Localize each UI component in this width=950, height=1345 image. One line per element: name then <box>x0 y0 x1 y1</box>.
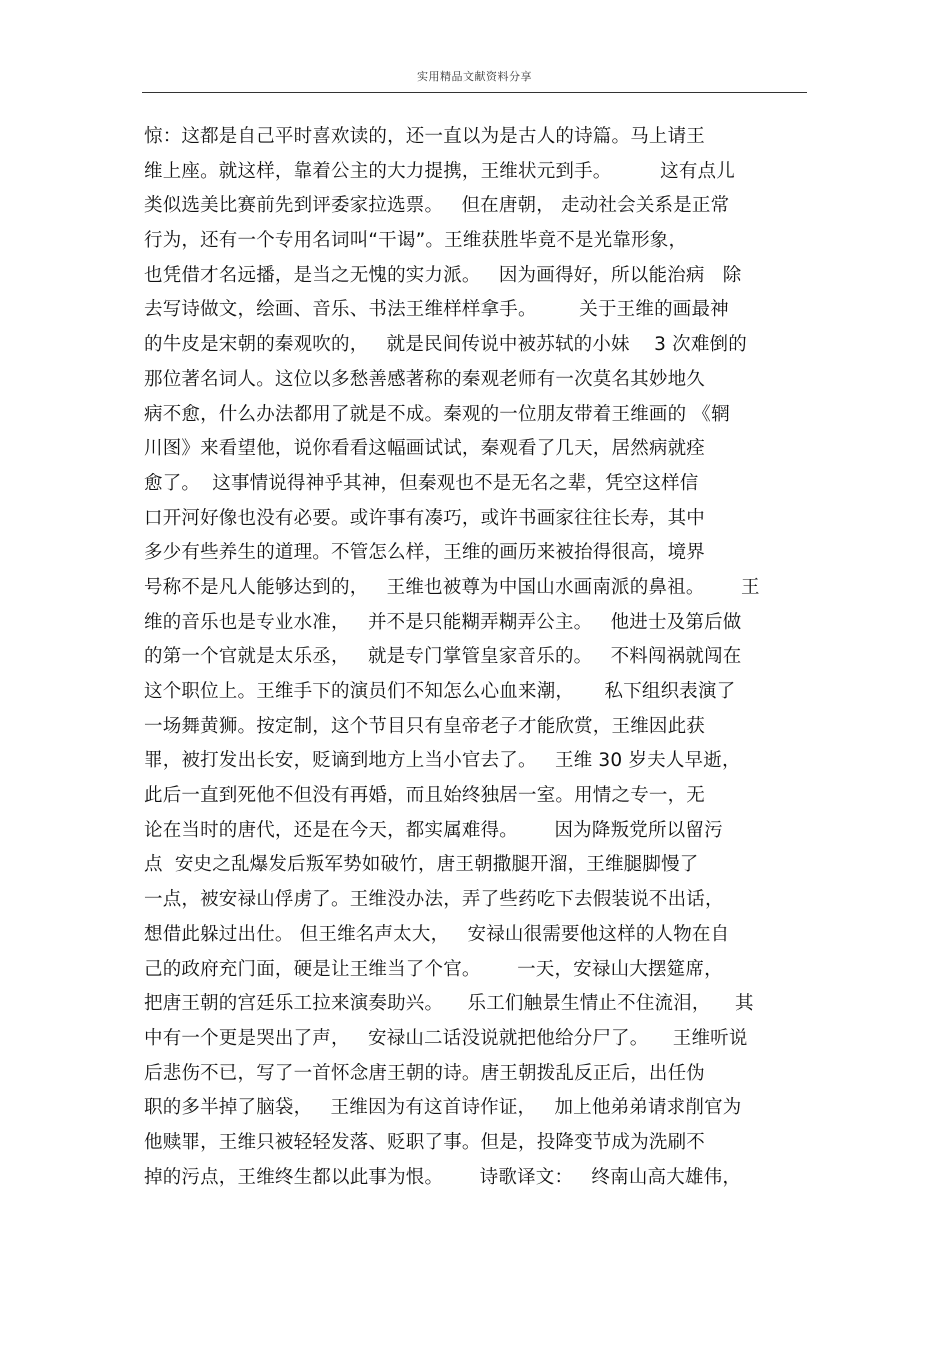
text-line: 的第一个官就是太乐丞， 就是专门掌管皇家音乐的。 不料闯祸就闯在 <box>144 646 742 668</box>
text-line: 号称不是凡人能够达到的， 王维也被尊为中国山水画南派的鼻祖。 王 <box>144 576 760 598</box>
text-line: 后悲伤不已，写了一首怀念唐王朝的诗。唐王朝拨乱反正后，出任伪 <box>144 1062 706 1084</box>
text-line: 中有一个更是哭出了声， 安禄山二话没说就把他给分尸了。 王维听说 <box>144 1027 748 1049</box>
text-line: 口开河好像也没有必要。或许事有凑巧，或许书画家往往长寿，其中 <box>144 507 706 529</box>
text-line: 行为，还有一个专用名词叫“干谒”。王维获胜毕竟不是光靠形象， <box>144 230 688 252</box>
text-line: 愈了。 这事情说得神乎其神，但秦观也不是无名之辈，凭空这样信 <box>144 472 699 494</box>
text-line: 己的政府充门面，硬是让王维当了个官。 一天，安禄山大摆筵席， <box>144 958 723 980</box>
text-line: 川图》来看望他，说你看看这幅画试试，秦观看了几天，居然病就痊 <box>144 438 706 460</box>
text-line: 这个职位上。王维手下的演员们不知怎么心血来潮， 私下组织表演了 <box>144 681 736 702</box>
text-line: 的牛皮是宋朝的秦观吹的， 就是民间传说中被苏轼的小妹 3 次难倒的 <box>144 334 747 356</box>
text-line: 想借此躲过出仕。 但王维名声太大， 安禄山很需要他这样的人物在自 <box>144 923 730 945</box>
text-line: 那位著名词人。这位以多愁善感著称的秦观老师有一次莫名其妙地久 <box>144 368 706 390</box>
text-line: 病不愈，什么办法都用了就是不成。秦观的一位朋友带着王维画的 《辋 <box>144 403 730 425</box>
text-line: 职的多半掉了脑袋， 王维因为有这首诗作证， 加上他弟弟请求削官为 <box>144 1097 742 1119</box>
text-line: 掉的污点，王维终生都以此事为恨。 诗歌译文： 终南山高大雄伟， <box>144 1166 742 1188</box>
text-line: 也凭借才名远播，是当之无愧的实力派。 因为画得好，所以能治病 除 <box>144 264 742 286</box>
text-line: 多少有些养生的道理。不管怎么样，王维的画历来被抬得很高，境界 <box>144 542 706 564</box>
text-line: 去写诗做文，绘画、音乐、书法王维样样拿手。 关于王维的画最神 <box>144 299 729 321</box>
text-line: 罪，被打发出长安，贬谪到地方上当小官去了。 王维 30 岁夫人早逝， <box>144 750 741 772</box>
body-text <box>144 120 814 1195</box>
text-line: 他赎罪，王维只被轻轻发落、贬职了事。但是，投降变节成为洗刷不 <box>144 1131 706 1153</box>
text-line: 类似选美比赛前先到评委家拉选票。 但在唐朝， 走动社会关系是正常 <box>144 195 730 217</box>
text-line: 惊：这都是自己平时喜欢读的，还一直以为是古人的诗篇。马上请王 <box>144 126 706 147</box>
text-line: 点 安史之乱爆发后叛军势如破竹，唐王朝撒腿开溜，王维腿脚慢了 <box>144 854 699 876</box>
text-line: 此后一直到死他不但没有再婚，而且始终独居一室。用情之专一，无 <box>144 785 706 807</box>
page-header <box>142 64 807 93</box>
text-line: 维上座。就这样，靠着公主的大力提携，王维状元到手。 这有点儿 <box>144 160 735 182</box>
text-line: 维的音乐也是专业水准， 并不是只能糊弄糊弄公主。 他进士及第后做 <box>144 611 742 633</box>
text-line: 一点，被安禄山俘虏了。王维没办法，弄了些药吃下去假装说不出话， <box>144 889 724 911</box>
text-line: 论在当时的唐代，还是在今天，都实属难得。 因为降叛党所以留污 <box>144 819 723 841</box>
text-line: 一场舞黄狮。按定制，这个节目只有皇帝老子才能欣赏，王维因此获 <box>144 715 706 737</box>
header-title: 实用精品文献资料分享 <box>417 70 532 83</box>
text-line: 把唐王朝的宫廷乐工拉来演奏助兴。 乐工们触景生情止不住流泪， 其 <box>144 993 754 1015</box>
